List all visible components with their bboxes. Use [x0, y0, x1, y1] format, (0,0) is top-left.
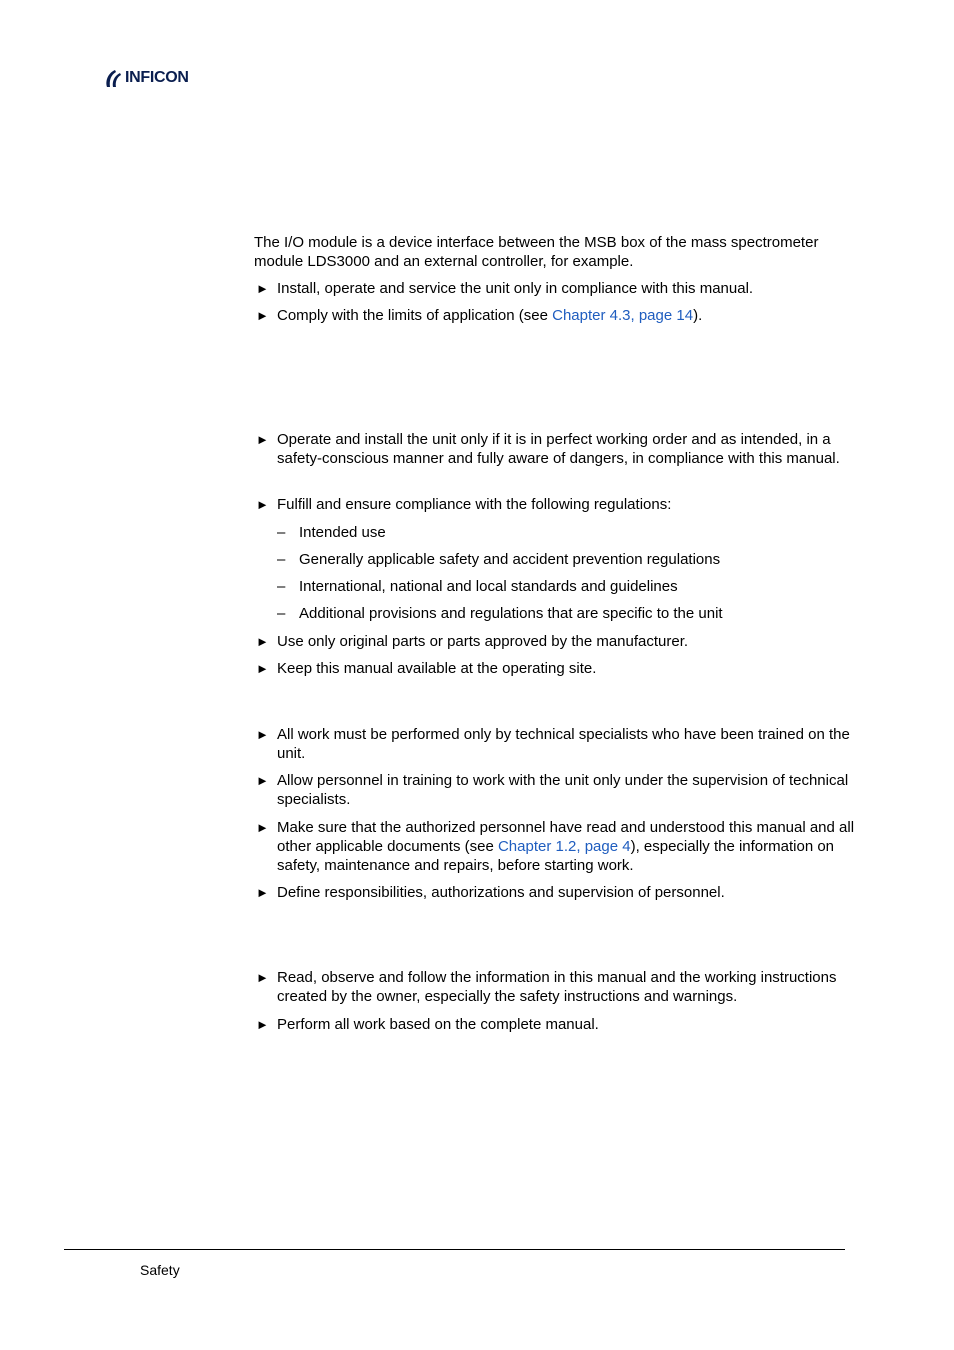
bullet-arrow-icon: ► [256, 773, 269, 788]
dash-icon: – [277, 578, 286, 595]
bullet-arrow-icon: ► [256, 727, 269, 742]
bullet-arrow-icon: ► [256, 634, 269, 649]
bullet-arrow-icon: ► [256, 661, 269, 676]
bullet-arrow-icon: ► [256, 1017, 269, 1032]
bullet-item: ► Perform all work based on the complete manual. [256, 1016, 599, 1033]
bullet-arrow-icon: ► [256, 308, 269, 323]
bullet-item: ► All work must be performed only by technical specialists who have been trained on the unit. [256, 726, 850, 762]
dash-icon: – [277, 605, 286, 622]
bullet-item: ► Read, observe and follow the information in this manual and the working instructions created by the owner, especially the safety instructions and warnings. [256, 969, 837, 1005]
bullet-item: ► Allow personnel in training to work with the unit only under the supervision of technical specialists. [256, 772, 849, 808]
dash-item: – International, national and local standards and guidelines [277, 578, 678, 595]
dash-item: – Generally applicable safety and accident prevention regulations [277, 551, 721, 568]
bullet-item: ► Keep this manual available at the operating site. [256, 660, 597, 677]
bullet-item: ► Install, operate and service the unit only in compliance with this manual. [256, 280, 754, 297]
dash-icon: – [277, 524, 286, 541]
bullet-item: ► Comply with the limits of application (see Chapter 4.3, page 14). [256, 307, 703, 324]
chapter-1-2-link[interactable]: Chapter 1.2, page 4 [497, 838, 631, 855]
bullet-item: ► Use only original parts or parts approved by the manufacturer. [256, 633, 689, 650]
dash-item: – Intended use [277, 524, 386, 541]
bullet-arrow-icon: ► [256, 497, 269, 512]
dash-icon: – [277, 551, 286, 568]
footer-rule [64, 1249, 845, 1250]
bullet-arrow-icon: ► [256, 432, 269, 447]
chapter-4-3-link[interactable]: Chapter 4.3, page 14 [552, 307, 694, 324]
logo-text: INFICON [125, 69, 189, 86]
bullet-arrow-icon: ► [256, 885, 269, 900]
bullet-arrow-icon: ► [256, 820, 269, 835]
bullet-item: ► Make sure that the authorized personnel have read and understood this manual and all other applicable documents (see Chapter 1.2, page 4), especially the information on safety, maintenance and repairs, before starting work. [256, 819, 855, 874]
inficon-logo-mark-icon [103, 67, 123, 89]
inficon-logo [103, 66, 189, 90]
dash-item: – Additional provisions and regulations that are specific to the unit [277, 605, 723, 622]
bullet-item: ► Operate and install the unit only if it is in perfect working order and as intended, in a safety-conscious manner and fully aware of dangers, in compliance with this manual. [256, 431, 840, 467]
bullet-item: ► Define responsibilities, authorizations and supervision of personnel. [256, 884, 725, 901]
intro-paragraph: The I/O module is a device interface between the MSB box of the mass spectrometer module LDS3000 and an external controller, for example. [254, 234, 819, 270]
footer-section-name: Safety [140, 1262, 180, 1278]
bullet-arrow-icon: ► [256, 970, 269, 985]
bullet-item: ► Fulfill and ensure compliance with the following regulations: [256, 496, 672, 513]
bullet-arrow-icon: ► [256, 281, 269, 296]
